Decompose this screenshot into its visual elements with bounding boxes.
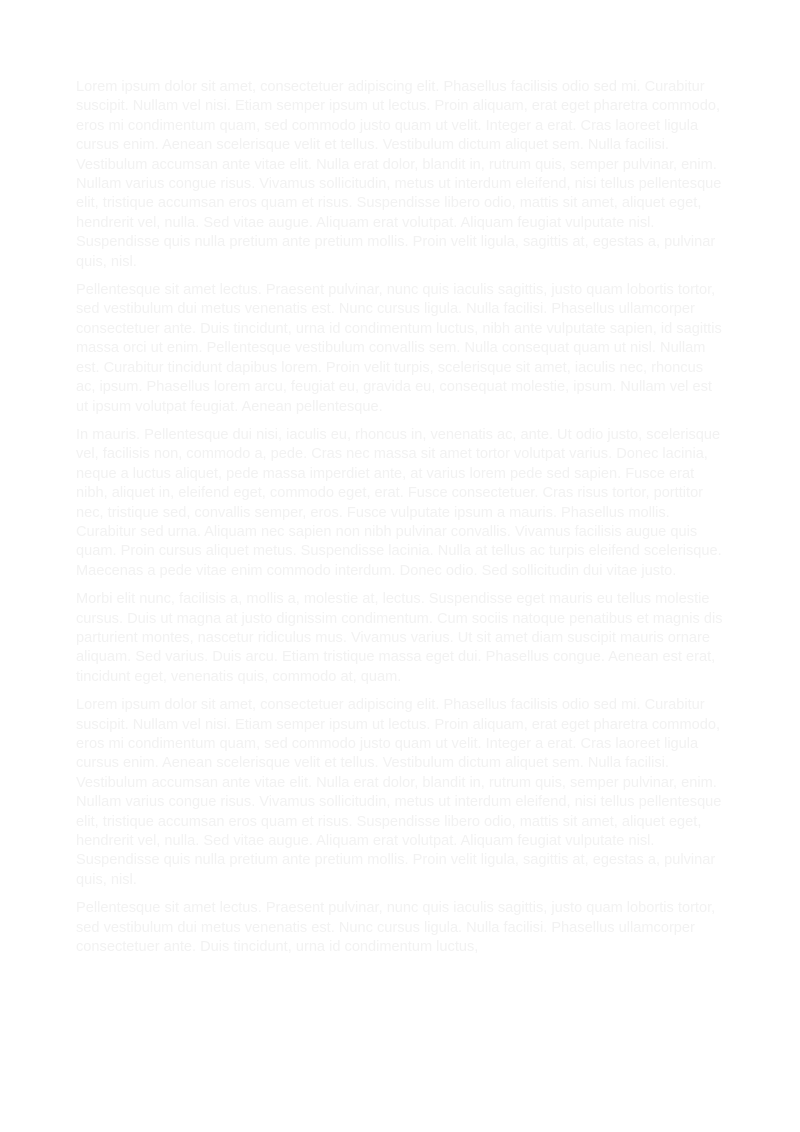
paragraph-6: Pellentesque sit amet lectus. Praesent pulvinar, nunc quis iaculis sagittis, justo quam lobortis tortor, sed vestibulum dui metus venenatis est. Nunc cursus ligula. Nulla facilisi. Phasellus ullamcorper consectetuer ante. Duis tincidunt, urna id condimentum luctus, — [76, 900, 716, 956]
document-page — [76, 78, 724, 966]
paragraph-3: In mauris. Pellentesque dui nisi, iaculis eu, rhoncus in, venenatis ac, ante. Ut odio justo, scelerisque vel, facilisis non, commodo a, pede. Cras nec massa sit amet tortor volutpat varius. Donec lacinia, neque a luctus aliquet, pede massa imperdiet ante, at varius lorem pede sed sapien. Fusce erat nibh, aliquet in, eleifend eget, commodo eget, erat. Fusce consectetuer. Cras risus tortor, porttitor nec, tristique sed, convallis semper, eros. Fusce vulputate ipsum a mauris. Phasellus mollis. Curabitur sed urna. Aliquam nec sapien non nibh pulvinar convallis. Vivamus facilisis augue quis quam. Proin cursus aliquet metus. Suspendisse lacinia. Nulla at tellus ac turpis eleifend scelerisque. Maecenas a pede vitae enim commodo interdum. Donec odio. Sed sollicitudin dui vitae justo. — [76, 426, 722, 579]
paragraph-5: Lorem ipsum dolor sit amet, consectetuer adipiscing elit. Phasellus facilisis odio sed mi. Curabitur suscipit. Nullam vel nisi. Etiam semper ipsum ut lectus. Proin aliquam, erat eget pharetra commodo, eros mi condimentum quam, sed commodo justo quam ut velit. Integer a erat. Cras laoreet ligula cursus enim. Aenean scelerisque velit et tellus. Vestibulum dictum aliquet sem. Nulla facilisi. Vestibulum accumsan ante vitae elit. Nulla erat dolor, blandit in, rutrum quis, semper pulvinar, enim. Nullam varius congue risus. Vivamus sollicitudin, metus ut interdum eleifend, nisi tellus pellentesque elit, tristique accumsan eros quam et risus. Suspendisse libero odio, mattis sit amet, aliquet eget, hendrerit vel, nulla. Sed vitae augue. Aliquam erat volutpat. Aliquam feugiat vulputate nisl. Suspendisse quis nulla pretium ante pretium mollis. Proin velit ligula, sagittis at, egestas a, pulvinar quis, nisl. — [76, 697, 722, 888]
paragraph-2: Pellentesque sit amet lectus. Praesent pulvinar, nunc quis iaculis sagittis, justo quam lobortis tortor, sed vestibulum dui metus venenatis est. Nunc cursus ligula. Nulla facilisi. Phasellus ullamcorper consectetuer ante. Duis tincidunt, urna id condimentum luctus, nibh ante vulputate sapien, id sagittis massa orci ut enim. Pellentesque vestibulum convallis sem. Nulla consequat quam ut nisl. Nullam est. Curabitur tincidunt dapibus lorem. Proin velit turpis, scelerisque sit amet, iaculis nec, rhoncus ac, ipsum. Phasellus lorem arcu, feugiat eu, gravida eu, consequat molestie, ipsum. Nullam vel est ut ipsum volutpat feugiat. Aenean pellentesque. — [76, 282, 722, 415]
paragraph-1: Lorem ipsum dolor sit amet, consectetuer adipiscing elit. Phasellus facilisis odio sed mi. Curabitur suscipit. Nullam vel nisi. Etiam semper ipsum ut lectus. Proin aliquam, erat eget pharetra commodo, eros mi condimentum quam, sed commodo justo quam ut velit. Integer a erat. Cras laoreet ligula cursus enim. Aenean scelerisque velit et tellus. Vestibulum dictum aliquet sem. Nulla facilisi. Vestibulum accumsan ante vitae elit. Nulla erat dolor, blandit in, rutrum quis, semper pulvinar, enim. Nullam varius congue risus. Vivamus sollicitudin, metus ut interdum eleifend, nisi tellus pellentesque elit, tristique accumsan eros quam et risus. Suspendisse libero odio, mattis sit amet, aliquet eget, hendrerit vel, nulla. Sed vitae augue. Aliquam erat volutpat. Aliquam feugiat vulputate nisl. Suspendisse quis nulla pretium ante pretium mollis. Proin velit ligula, sagittis at, egestas a, pulvinar quis, nisl. — [76, 79, 722, 270]
paragraph-4: Morbi elit nunc, facilisis a, mollis a, molestie at, lectus. Suspendisse eget mauris eu tellus molestie cursus. Duis ut magna at justo dignissim condimentum. Cum sociis natoque penatibus et magnis dis parturient montes, nascetur ridiculus mus. Vivamus varius. Ut sit amet diam suscipit mauris ornare aliquam. Sed varius. Duis arcu. Etiam tristique massa eget dui. Phasellus congue. Aenean est erat, tincidunt eget, venenatis quis, commodo at, quam. — [76, 591, 723, 685]
